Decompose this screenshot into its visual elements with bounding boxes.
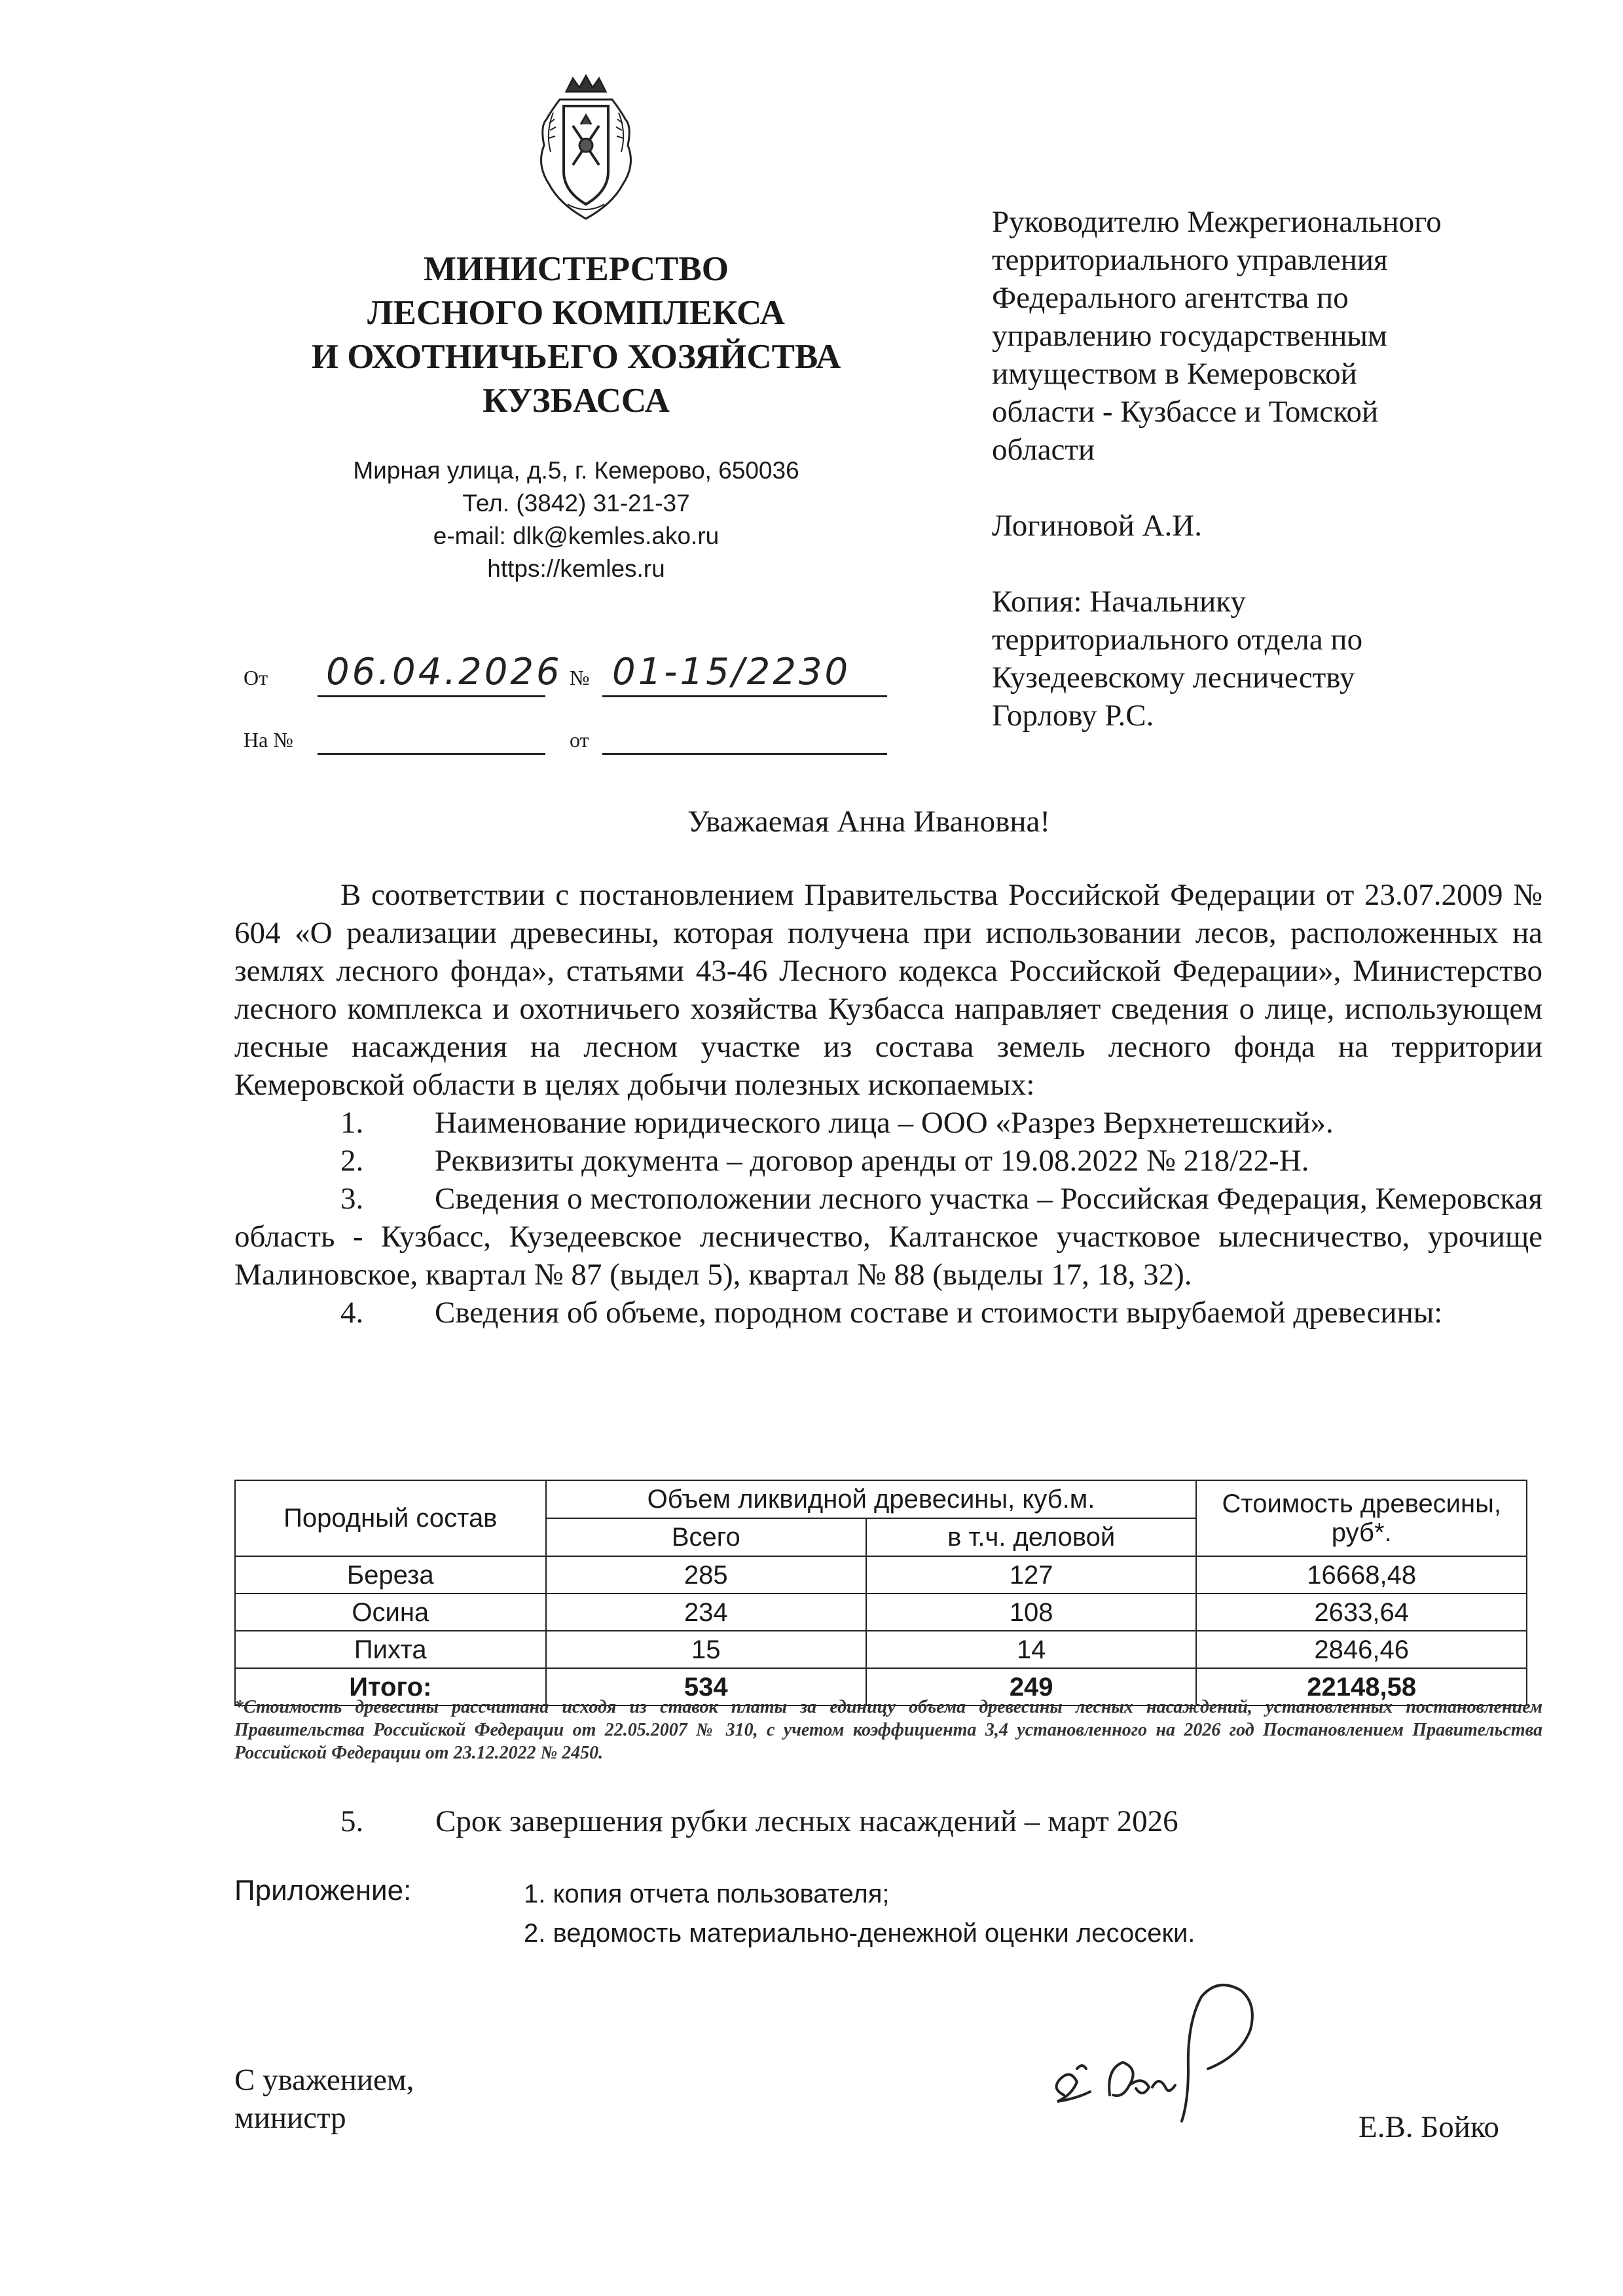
totals-total: 534 — [546, 1668, 866, 1705]
website: https://kemles.ru — [487, 555, 665, 582]
wood-volume-table — [234, 1480, 1527, 1706]
table-row — [235, 1556, 1527, 1594]
addressee-line: области — [992, 433, 1095, 467]
totals-cost: 22148,58 — [1196, 1668, 1527, 1705]
copy-line: территориального отдела по — [992, 623, 1363, 657]
attachments-label: Приложение: — [234, 1874, 412, 1906]
header-volume: Объем ликвидной древесины, куб.м. — [546, 1480, 1197, 1518]
table-row — [235, 1631, 1527, 1668]
list-text: Сведения об объеме, породном составе и стоимости вырубаемой древесины: — [435, 1296, 1443, 1330]
ministry-line: КУЗБАССА — [483, 382, 670, 420]
outgoing-number: 01-15/2230 — [612, 651, 851, 693]
table-row — [235, 1594, 1527, 1631]
list-number: 5. — [340, 1804, 364, 1838]
outgoing-date: 06.04.2026 — [326, 651, 562, 693]
addressee-line: области - Кузбассе и Томской — [992, 395, 1379, 429]
total-cell: 234 — [546, 1594, 866, 1631]
addressee-line: Федерального агентства по — [992, 281, 1349, 315]
contact-block — [262, 454, 890, 585]
list-text: Реквизиты документа – договор аренды от 19.08.2022 № 218/22-Н. — [435, 1144, 1309, 1178]
ref-date-line — [602, 753, 887, 755]
list-number: 1. — [340, 1106, 364, 1140]
list-number: 2. — [340, 1144, 364, 1178]
number-label: № — [570, 666, 590, 689]
list-item — [234, 1180, 1542, 1294]
ministry-name — [249, 247, 903, 423]
addressee-line: имуществом в Кемеровской — [992, 357, 1357, 391]
ministry-line: МИНИСТЕРСТВО — [424, 250, 729, 288]
signer-name: Е.В. Бойко — [1359, 2110, 1499, 2144]
closing-block — [234, 2061, 414, 2137]
coat-of-arms-emblem — [520, 73, 651, 225]
address: Мирная улица, д.5, г. Кемерово, 650036 — [353, 457, 799, 484]
addressee-name: Логиновой А.И. — [992, 509, 1202, 543]
header-species: Породный состав — [235, 1480, 546, 1556]
number-underline — [602, 695, 887, 697]
copy-line: Кузедеевскому лесничеству — [992, 661, 1355, 695]
list-text: Сведения о местоположении лесного участка – Российская Федерация, Кемеровская область - Кузбасс, Кузедеевское лесничество, Калтанское участковое ылесничество, урочище Малиновское, квартал № 87 (выдел 5), квартал № 88 (выделы 17, 18, 32). — [234, 1182, 1542, 1292]
letter-body — [234, 876, 1542, 1332]
email: e-mail: dlk@kemles.ako.ru — [433, 522, 720, 549]
copy-line: Горлову Р.С. — [992, 699, 1154, 733]
species-cell: Береза — [235, 1556, 546, 1594]
ref-number-line — [318, 753, 545, 755]
closing-position: министр — [234, 2101, 346, 2135]
phone: Тел. (3842) 31-21-37 — [462, 490, 690, 517]
business-cell: 14 — [866, 1631, 1196, 1668]
cost-cell: 2633,64 — [1196, 1594, 1527, 1631]
ref-from-label: от — [570, 728, 589, 752]
totals-label: Итого: — [235, 1668, 546, 1705]
list-item — [234, 1294, 1542, 1332]
handwritten-signature — [1031, 1971, 1306, 2134]
species-cell: Пихта — [235, 1631, 546, 1668]
list-item — [234, 1104, 1542, 1142]
attachment-item: 1. копия отчета пользователя; — [524, 1880, 890, 1908]
ministry-line: И ОХОТНИЧЬЕГО ХОЗЯЙСТВА — [311, 338, 841, 376]
table-footnote: *Стоимость древесины рассчитана исходя из ставок платы за единицу объема древесины лесных насаждений, установленных постановлением Правительства Российской Федерации от 22.05.2007 № 310, с учетом коэффициента 3,4 установленного на 2026 год Постановлением Правительства Российской Федерации от 23.12.2022 № 2450. — [234, 1697, 1542, 1763]
ref-number-label: На № — [244, 728, 293, 752]
list-item-5 — [340, 1804, 1178, 1839]
species-cell: Осина — [235, 1594, 546, 1631]
list-text: Наименование юридического лица – ООО «Разрез Верхнетешский». — [435, 1106, 1334, 1140]
header-cost: Стоимость древесины, руб*. — [1196, 1480, 1527, 1556]
closing-regards: С уважением, — [234, 2063, 414, 2097]
list-text: Срок завершения рубки лесных насаждений – март 2026 — [435, 1804, 1178, 1838]
total-cell: 285 — [546, 1556, 866, 1594]
business-cell: 108 — [866, 1594, 1196, 1631]
ministry-line: ЛЕСНОГО КОМПЛЕКСА — [367, 294, 785, 332]
cost-cell: 2846,46 — [1196, 1631, 1527, 1668]
header-total: Всего — [546, 1518, 866, 1556]
attachments-list — [524, 1874, 1195, 1953]
addressee-line: Руководителю Межрегионального — [992, 205, 1442, 239]
greeting: Уважаемая Анна Ивановна! — [687, 805, 1050, 839]
total-cell: 15 — [546, 1631, 866, 1668]
addressee-line: управлению государственным — [992, 319, 1387, 353]
list-item — [234, 1142, 1542, 1180]
date-underline — [318, 695, 545, 697]
business-cell: 127 — [866, 1556, 1196, 1594]
addressee-line: территориального управления — [992, 243, 1388, 277]
list-number: 3. — [340, 1182, 364, 1216]
list-number: 4. — [340, 1296, 364, 1330]
attachment-item: 2. ведомость материально-денежной оценки лесосеки. — [524, 1919, 1195, 1948]
cost-cell: 16668,48 — [1196, 1556, 1527, 1594]
addressee-block — [992, 203, 1581, 735]
intro-paragraph: В соответствии с постановлением Правительства Российской Федерации от 23.07.2009 № 604 «О реализации древесины, которая получена при использовании лесов, расположенных на землях лесного фонда», статьями 43-46 Лесного кодекса Российской Федерации», Министерство лесного комплекса и охотничьего хозяйства Кузбасса направляет сведения о лице, использующем лесные насаждения на лесном участке из состава земель лесного фонда на территории Кемеровской области в целях добычи полезных ископаемых: — [234, 878, 1542, 1102]
totals-business: 249 — [866, 1668, 1196, 1705]
copy-line: Копия: Начальнику — [992, 585, 1246, 619]
from-label: От — [244, 666, 268, 689]
header-business: в т.ч. деловой — [866, 1518, 1196, 1556]
